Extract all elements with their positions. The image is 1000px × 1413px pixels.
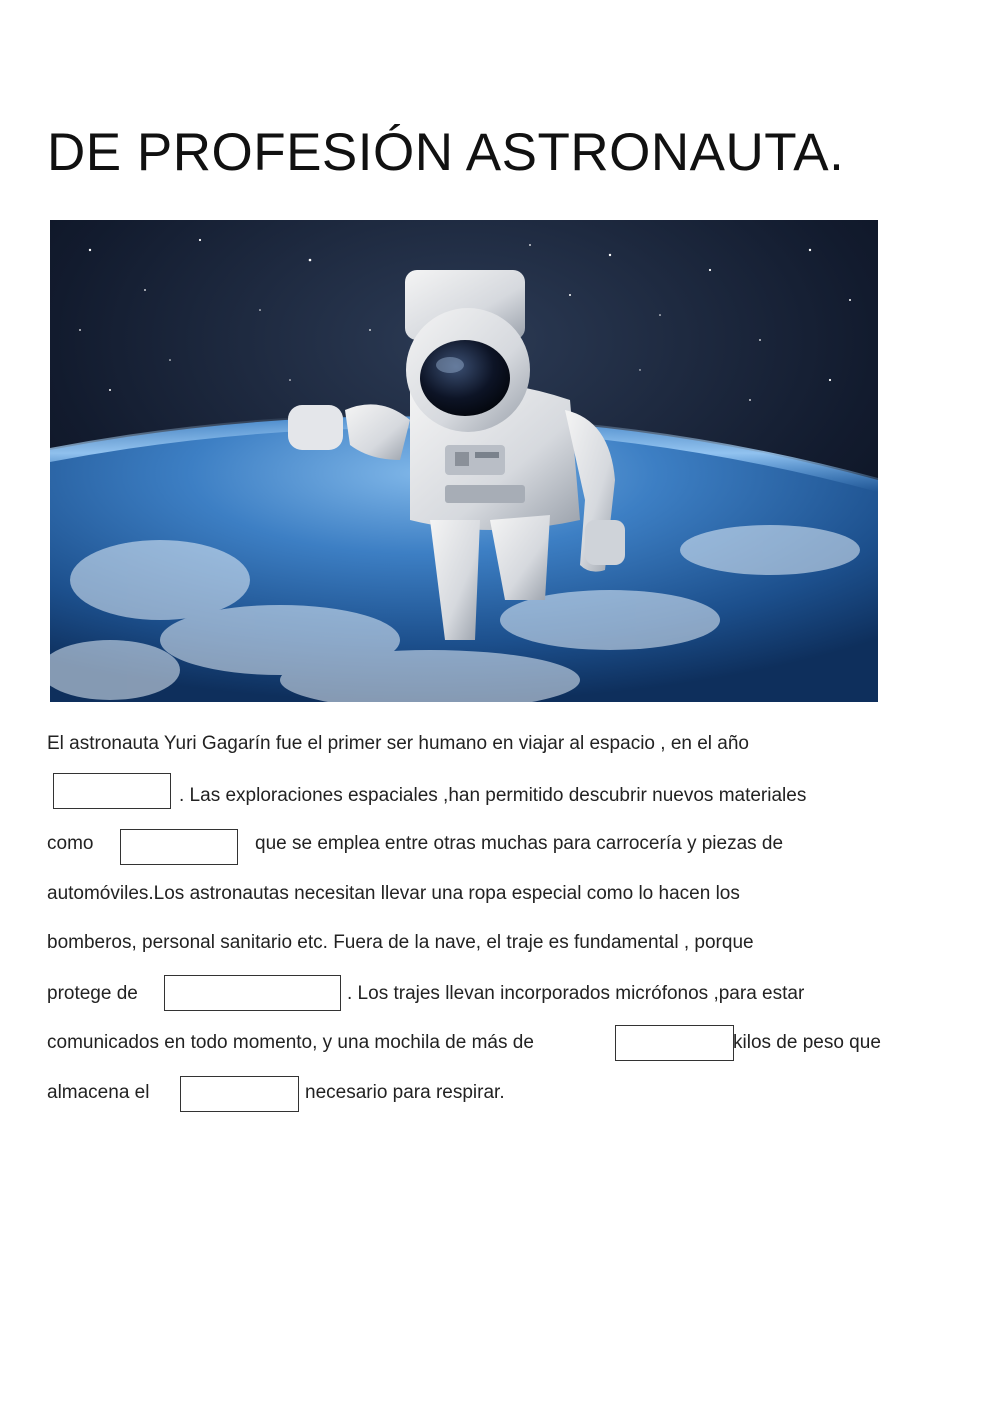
sentence-text: . Las exploraciones espaciales ,han permitido descubrir nuevos materiales	[179, 785, 807, 806]
sentence-text: almacena el	[47, 1082, 150, 1103]
sentence-text: protege de	[47, 983, 138, 1004]
sentence-text: bomberos, personal sanitario etc. Fuera de la nave, el traje es fundamental , porque	[47, 932, 754, 953]
sentence-text: necesario para respirar.	[305, 1082, 505, 1103]
text-line-2	[47, 776, 927, 816]
sentence-text: kilos de peso que	[733, 1032, 881, 1053]
blank-material-input[interactable]	[120, 829, 238, 865]
sentence-text: que se emplea entre otras muchas para carrocería y piezas de	[255, 833, 784, 854]
page-title: DE PROFESIÓN ASTRONAUTA.	[47, 123, 845, 182]
blank-protects-from-input[interactable]	[164, 975, 341, 1011]
blank-year-input[interactable]	[53, 773, 171, 809]
sentence-text: automóviles.Los astronautas necesitan llevar una ropa especial como lo hacen los	[47, 883, 740, 904]
text-line-1	[47, 724, 927, 764]
sentence-text: comunicados en todo momento, y una mochila de más de	[47, 1032, 534, 1053]
astronaut-image	[50, 220, 878, 702]
sentence-text: . Los trajes llevan incorporados micrófonos ,para estar	[347, 983, 805, 1004]
text-line-3	[47, 824, 927, 864]
text-line-7	[47, 1023, 927, 1063]
text-line-6	[47, 974, 927, 1014]
sentence-text: como	[47, 833, 94, 854]
text-line-8	[47, 1073, 927, 1113]
sentence-text: El astronauta Yuri Gagarín fue el primer ser humano en viajar al espacio , en el año	[47, 733, 749, 754]
text-line-5	[47, 923, 927, 963]
blank-backpack-kilos-input[interactable]	[615, 1025, 734, 1061]
blank-stored-item-input[interactable]	[180, 1076, 299, 1112]
text-line-4	[47, 874, 927, 914]
